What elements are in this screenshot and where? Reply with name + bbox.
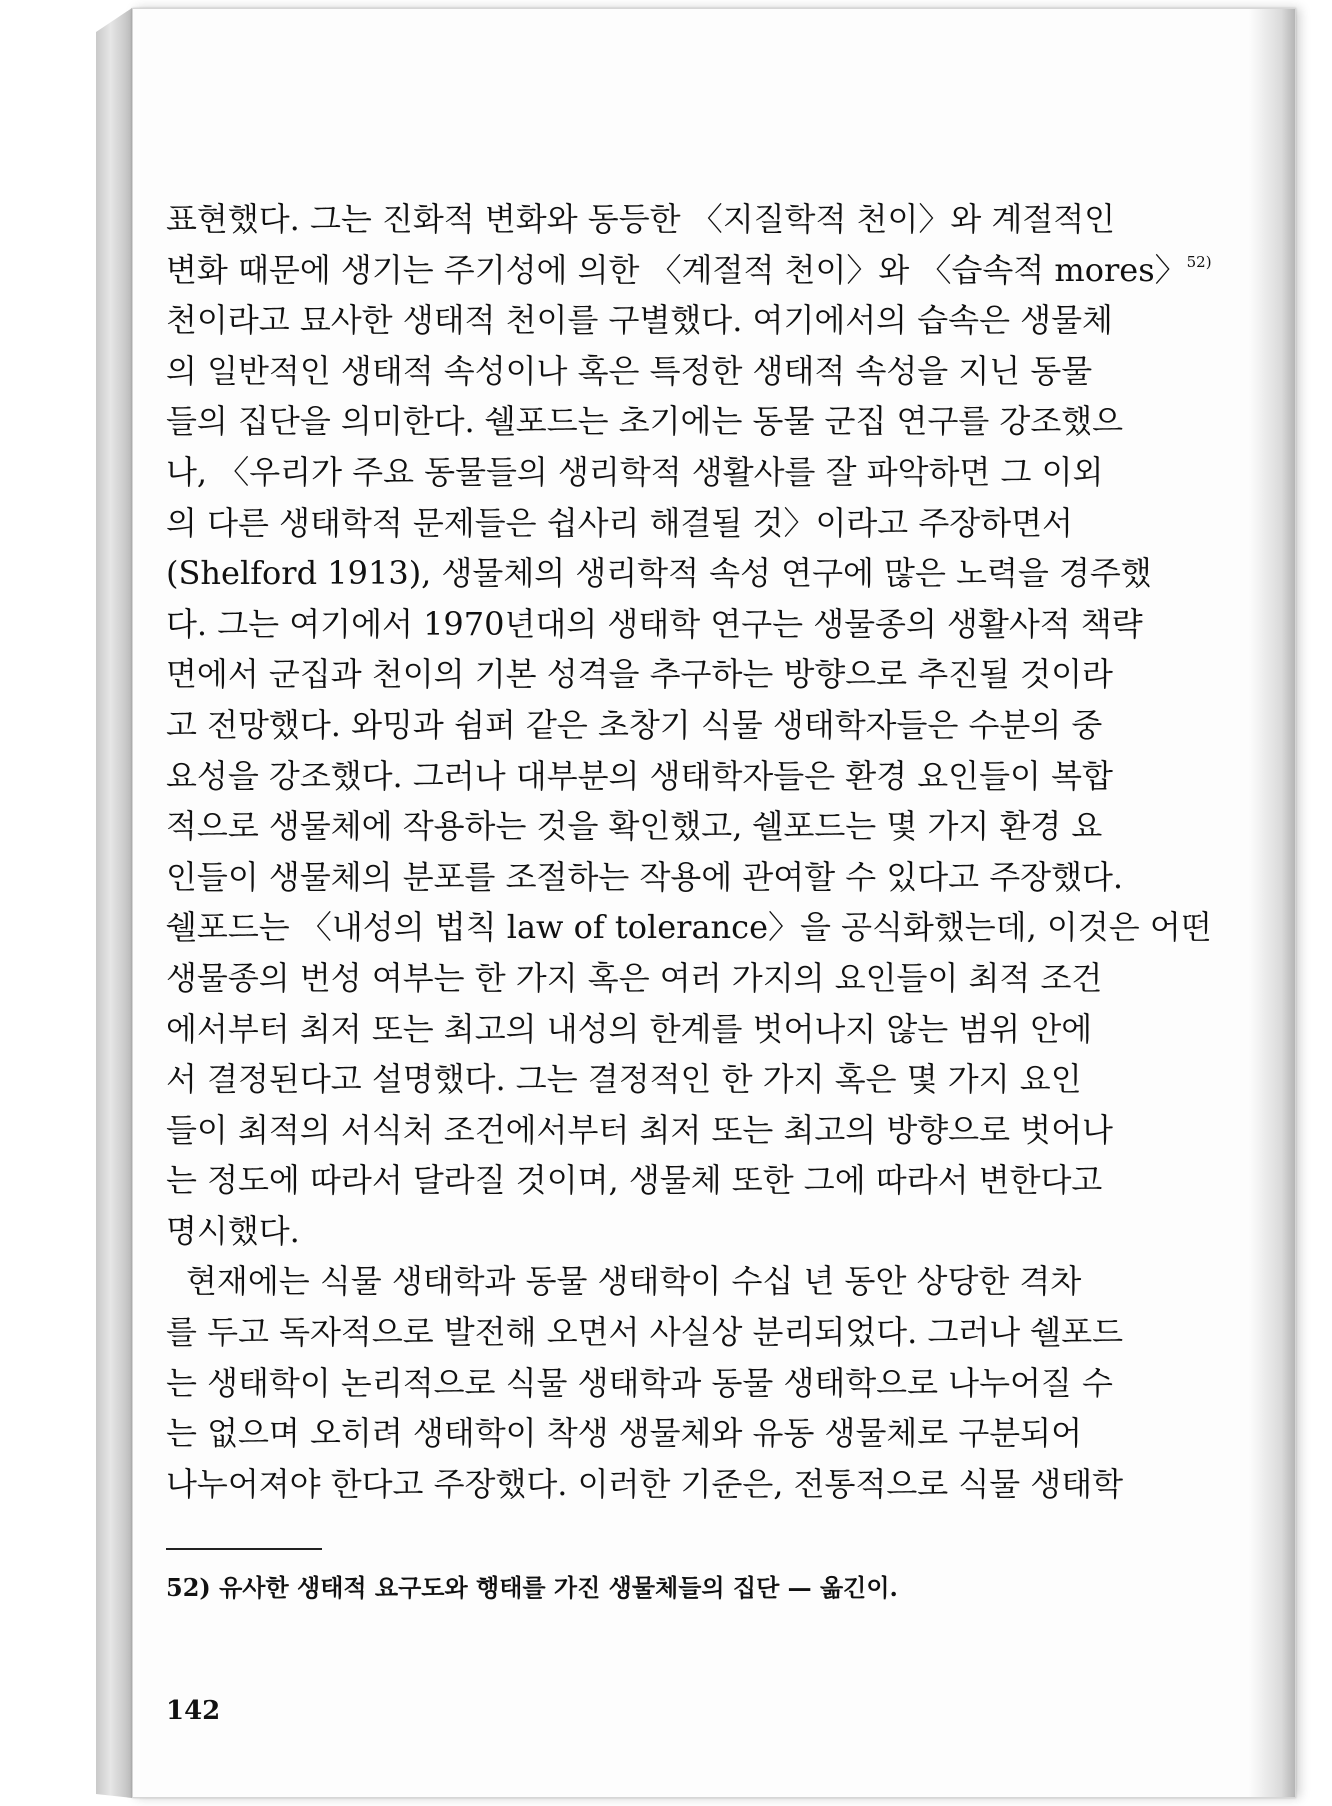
text-line-content: 변화 때문에 생기는 주기성에 의한 〈계절적 천이〉와 〈습속적 mores〉 <box>166 250 1187 289</box>
text-line: 는 생태학이 논리적으로 식물 생태학과 동물 생태학으로 나누어질 수 <box>166 1363 1113 1402</box>
page-curl-shadow <box>1249 9 1295 1797</box>
page-number: 142 <box>166 1696 221 1726</box>
book-spine-edge <box>96 8 132 1798</box>
text-line: 고 전망했다. 와밍과 쉼퍼 같은 초창기 식물 생태학자들은 수분의 중 <box>166 705 1103 744</box>
text-line: 생물종의 번성 여부는 한 가지 혹은 여러 가지의 요인들이 최적 조건 <box>166 958 1103 997</box>
text-line: 나, 〈우리가 주요 동물들의 생리학적 생활사를 잘 파악하면 그 이외 <box>166 452 1104 491</box>
text-line: 쉘포드는 〈내성의 법칙 law of tolerance〉을 공식화했는데, 이것은 어떤 <box>166 908 1212 947</box>
text-line: 적으로 생물체에 작용하는 것을 확인했고, 쉘포드는 몇 가지 환경 요 <box>166 807 1103 846</box>
text-line: 들의 집단을 의미한다. 쉘포드는 초기에는 동물 군집 연구를 강조했으 <box>166 402 1124 441</box>
text-line: 천이라고 묘사한 생태적 천이를 구별했다. 여기에서의 습속은 생물체 <box>166 301 1113 340</box>
text-line: 에서부터 최저 또는 최고의 내성의 한계를 벗어나지 않는 범위 안에 <box>166 1009 1093 1048</box>
text-line: 의 일반적인 생태적 속성이나 혹은 특정한 생태적 속성을 지닌 동물 <box>166 351 1093 390</box>
text-line: 의 다른 생태학적 문제들은 쉽사리 해결될 것〉이라고 주장하면서 <box>166 503 1073 542</box>
footnote-reference: 52) <box>1186 252 1212 271</box>
text-line: 는 정도에 따라서 달라질 것이며, 생물체 또한 그에 따라서 변한다고 <box>166 1161 1103 1200</box>
text-line: 다. 그는 여기에서 1970년대의 생태학 연구는 생물종의 생활사적 책략 <box>166 604 1143 643</box>
body-text <box>166 194 1212 1509</box>
text-line: 인들이 생물체의 분포를 조절하는 작용에 관여할 수 있다고 주장했다. <box>166 857 1124 896</box>
text-line: 표현했다. 그는 진화적 변화와 동등한 〈지질학적 천이〉와 계절적인 <box>166 200 1116 238</box>
footnote-divider <box>166 1548 322 1550</box>
footnote: 52) 유사한 생태적 요구도와 행태를 가진 생물체들의 집단 — 옮긴이. <box>166 1573 898 1602</box>
paragraph-end-line: 명시했다. <box>166 1211 300 1250</box>
text-line: 는 없으며 오히려 생태학이 착생 생물체와 유동 생물체로 구분되어 <box>166 1414 1083 1453</box>
text-line: 서 결정된다고 설명했다. 그는 결정적인 한 가지 혹은 몇 가지 요인 <box>166 1060 1082 1099</box>
text-line: 나누어져야 한다고 주장했다. 이러한 기준은, 전통적으로 식물 생태학 <box>166 1464 1124 1503</box>
text-line-with-footnote-ref <box>166 245 1212 296</box>
text-line: 를 두고 독자적으로 발전해 오면서 사실상 분리되었다. 그러나 쉘포드 <box>166 1313 1124 1352</box>
text-line: (Shelford 1913), 생물체의 생리학적 속성 연구에 많은 노력을 경주했 <box>166 554 1152 593</box>
paragraph-start-line: 현재에는 식물 생태학과 동물 생태학이 수십 년 동안 상당한 격차 <box>186 1262 1082 1301</box>
text-line: 들이 최적의 서식처 조건에서부터 최저 또는 최고의 방향으로 벗어나 <box>166 1110 1113 1149</box>
text-line: 요성을 강조했다. 그러나 대부분의 생태학자들은 환경 요인들이 복합 <box>166 756 1113 795</box>
text-line: 면에서 군집과 천이의 기본 성격을 추구하는 방향으로 추진될 것이라 <box>166 655 1113 694</box>
